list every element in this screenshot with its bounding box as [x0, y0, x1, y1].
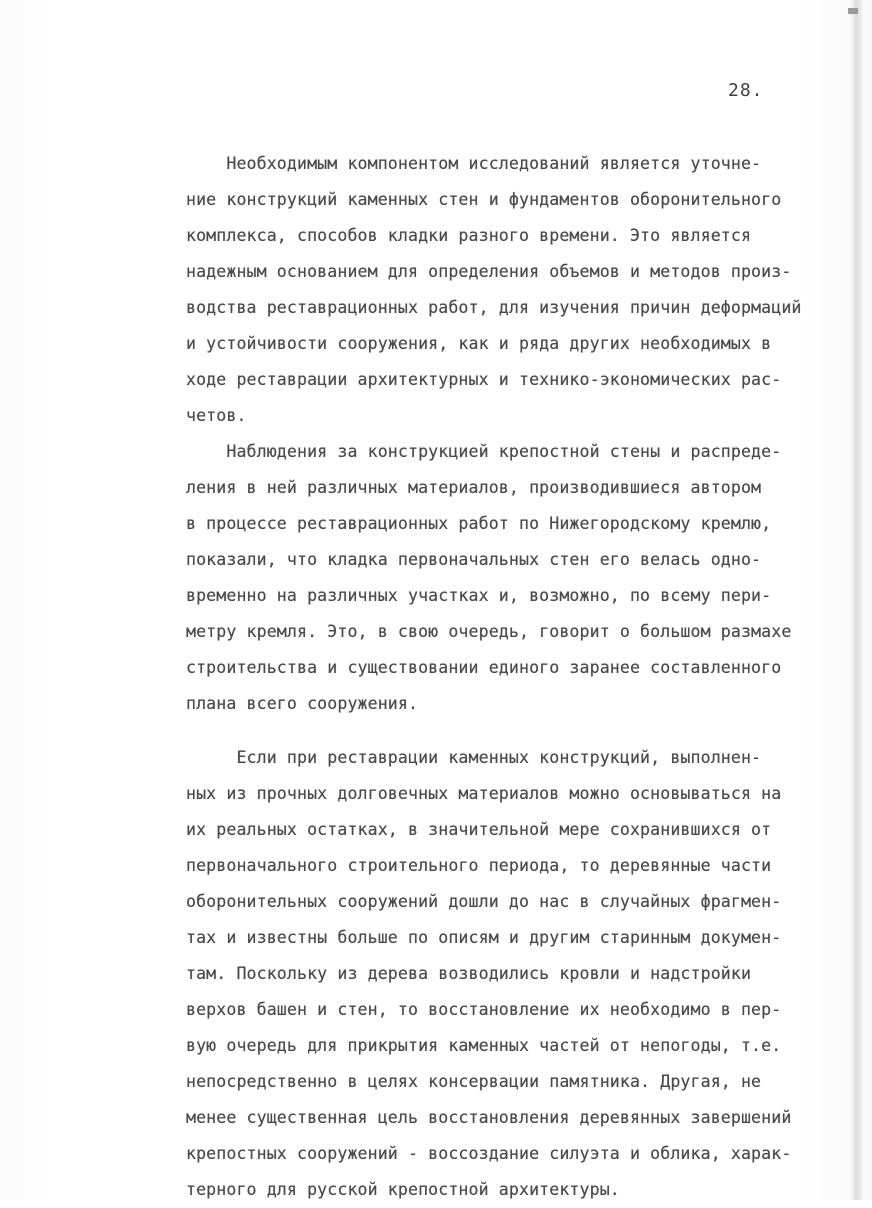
page-edge-shadow [848, 0, 862, 1200]
text-line: временно на различных участках и, возможно, по всему пери- [186, 586, 772, 605]
text-line: ние конструкций каменных стен и фундаментов оборонительного [186, 190, 782, 209]
text-line: ных из прочных долговечных материалов можно основываться на [186, 784, 782, 803]
text-line: ходе реставрации архитектурных и технико-экономических рас- [186, 370, 782, 389]
text-line: вую очередь для прикрытия каменных частей от непогоды, т.е. [186, 1036, 782, 1055]
text-line: оборонительных сооружений дошли до нас в случайных фрагмен- [186, 892, 782, 911]
text-line: ления в ней различных материалов, производившиеся автором [186, 478, 762, 497]
paragraph-3 [186, 740, 836, 1208]
text-line: строительства и существовании единого заранее составленного [186, 658, 782, 677]
text-line: показали, что кладка первоначальных стен его велась одно- [186, 550, 762, 569]
text-line: и устойчивости сооружения, как и ряда других необходимых в [186, 334, 772, 353]
paragraph-1 [186, 146, 836, 434]
text-line: тах и известны больше по описям и другим старинным докумен- [186, 928, 782, 947]
text-line: плана всего сооружения. [186, 694, 419, 713]
paragraph-gap [186, 722, 836, 740]
text-line: крепостных сооружений - воссоздание силуэта и облика, харак- [186, 1144, 792, 1163]
edge-mark [848, 8, 858, 14]
text-line: непосредственно в целях консервации памятника. Другая, не [186, 1072, 762, 1091]
text-line: Необходимым компонентом исследований является уточне- [186, 154, 762, 173]
text-line: их реальных остатках, в значительной мере сохранившихся от [186, 820, 772, 839]
text-line: четов. [186, 406, 247, 425]
text-line: Если при реставрации каменных конструкций, выполнен- [186, 748, 762, 767]
text-line: менее существенная цель восстановления деревянных завершений [186, 1108, 792, 1127]
text-line: метру кремля. Это, в свою очередь, говорит о большом размахе [186, 622, 792, 641]
text-line: надежным основанием для определения объемов и методов произ- [186, 262, 792, 281]
text-line: первоначального строительного периода, то деревянные части [186, 856, 772, 875]
text-line: водства реставрационных работ, для изучения причин деформаций [186, 298, 802, 317]
text-line: там. Поскольку из дерева возводились кровли и надстройки [186, 964, 752, 983]
text-line: терного для русской крепостной архитектуры. [186, 1180, 620, 1199]
paragraph-2 [186, 434, 836, 722]
text-line: в процессе реставрационных работ по Нижегородскому кремлю, [186, 514, 772, 533]
text-line: Наблюдения за конструкцией крепостной стены и распреде- [186, 442, 782, 461]
body-text [186, 146, 836, 1208]
text-line: верхов башен и стен, то восстановление их необходимо в пер- [186, 1000, 782, 1019]
page-number: 28. [728, 80, 764, 101]
text-line: комплекса, способов кладки разного времени. Это является [186, 226, 752, 245]
